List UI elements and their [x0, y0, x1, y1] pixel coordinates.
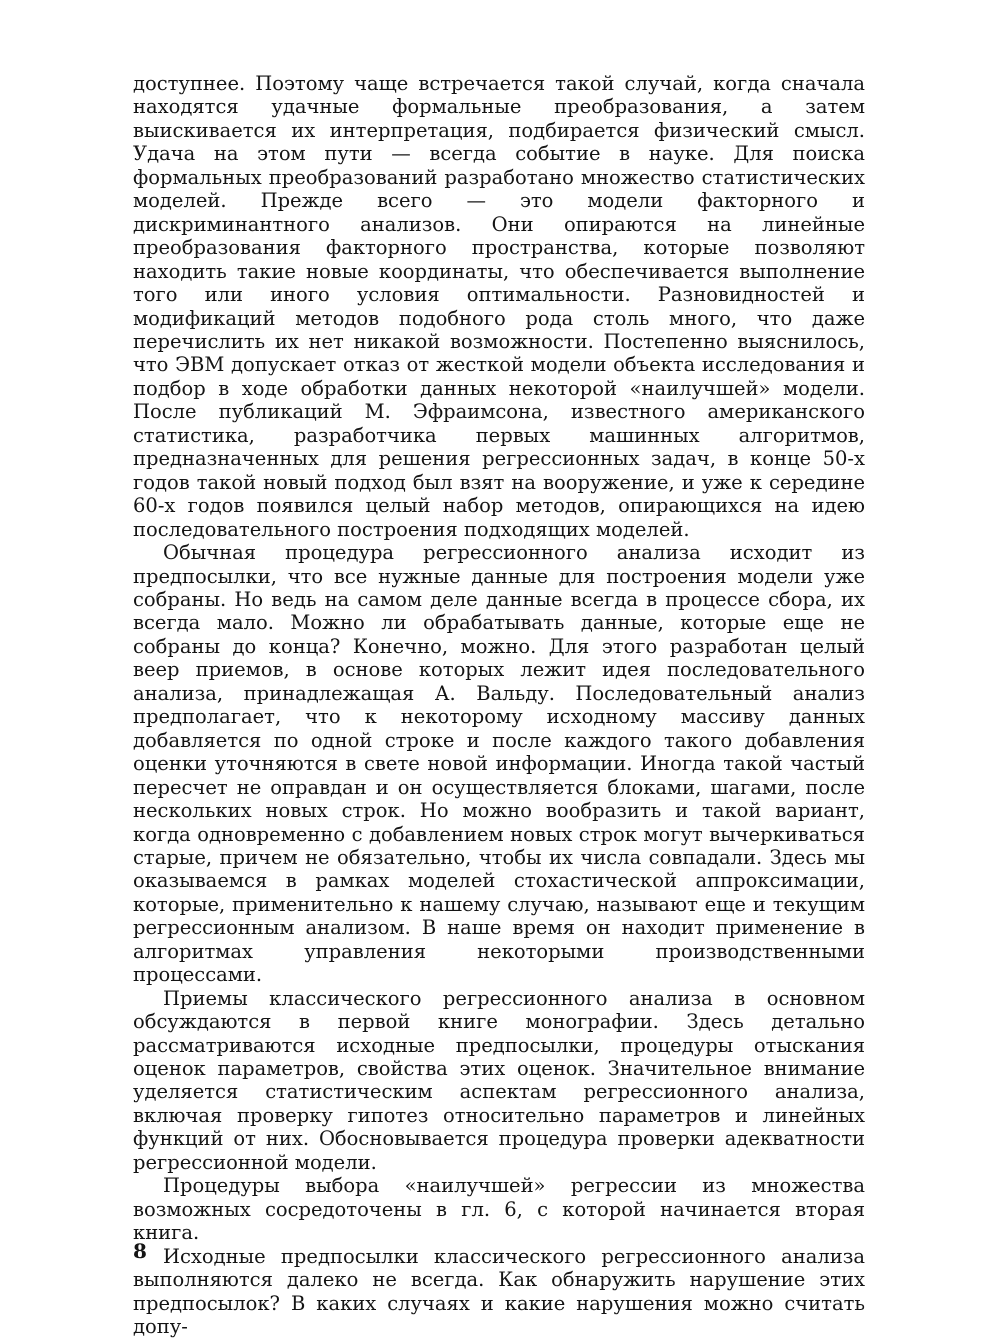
paragraph-4: Процедуры выбора «наилучшей» регрессии из множества возможных сосредоточены в гл. 6, с которой начинается вторая книга.: [133, 1174, 865, 1245]
paragraph-3: Приемы классического регрессионного анализа в основном обсуждаются в первой книге монографии. Здесь детально рассматриваются исходные предпосылки, процедуры отыскания оценок параметров, свойства этих оценок. Значительное внимание уделяется статистическим аспектам регрессионного анализа, включая проверку гипотез относительно параметров и линейных функций от них. Обосновывается процедура проверки адекватности регрессионной модели.: [133, 986, 865, 1174]
paragraph-5: Исходные предпосылки классического регрессионного анализа выполняются далеко не всегда. Как обнаружить нарушение этих предпосылок? В каких случаях и какие нарушения можно считать допу-: [133, 1244, 865, 1338]
page-body: [133, 72, 865, 1338]
page-number: 8: [133, 1239, 147, 1263]
paragraph-2: Обычная процедура регрессионного анализа исходит из предпосылки, что все нужные данные для построения модели уже собраны. Но ведь на самом деле данные всегда в процессе сбора, их всегда мало. Можно ли обрабатывать данные, которые еще не собраны до конца? Конечно, можно. Для этого разработан целый веер приемов, в основе которых лежит идея последовательного анализа, принадлежащая А. Вальду. Последовательный анализ предполагает, что к некоторому исходному массиву данных добавляется по одной строке и после каждого такого добавления оценки уточняются в свете новой информации. Иногда такой частый пересчет не оправдан и он осуществляется блоками, шагами, после нескольких новых строк. Но можно вообразить и такой вариант, когда одновременно с добавлением новых строк могут вычеркиваться старые, причем не обязательно, чтобы их числа совпадали. Здесь мы оказываемся в рамках моделей стохастической аппроксимации, которые, применительно к нашему случаю, называют еще и текущим регрессионным анализом. В наше время он находит применение в алгоритмах управления некоторыми производственными процессами.: [133, 541, 865, 987]
paragraph-1: доступнее. Поэтому чаще встречается такой случай, когда сначала находятся удачные формальные преобразования, а затем выискивается их интерпретация, подбирается физический смысл. Удача на этом пути — всегда событие в науке. Для поиска формальных преобразований разработано множество статистических моделей. Прежде всего — это модели факторного и дискриминантного анализов. Они опираются на линейные преобразования факторного пространства, которые позволяют находить такие новые координаты, что обеспечивается выполнение того или иного условия оптимальности. Разновидностей и модификаций методов подобного рода столь много, что даже перечислить их нет никакой возможности. Постепенно выяснилось, что ЭВМ допускает отказ от жесткой модели объекта исследования и подбор в ходе обработки данных некоторой «наилучшей» модели. После публикаций М. Эфраимсона, известного американского статистика, разработчика первых машинных алгоритмов, предназначенных для решения регрессионных задач, в конце 50-х годов такой новый подход был взят на вооружение, и уже к середине 60-х годов появился целый набор методов, опирающихся на идею последовательного построения подходящих моделей.: [133, 72, 865, 541]
